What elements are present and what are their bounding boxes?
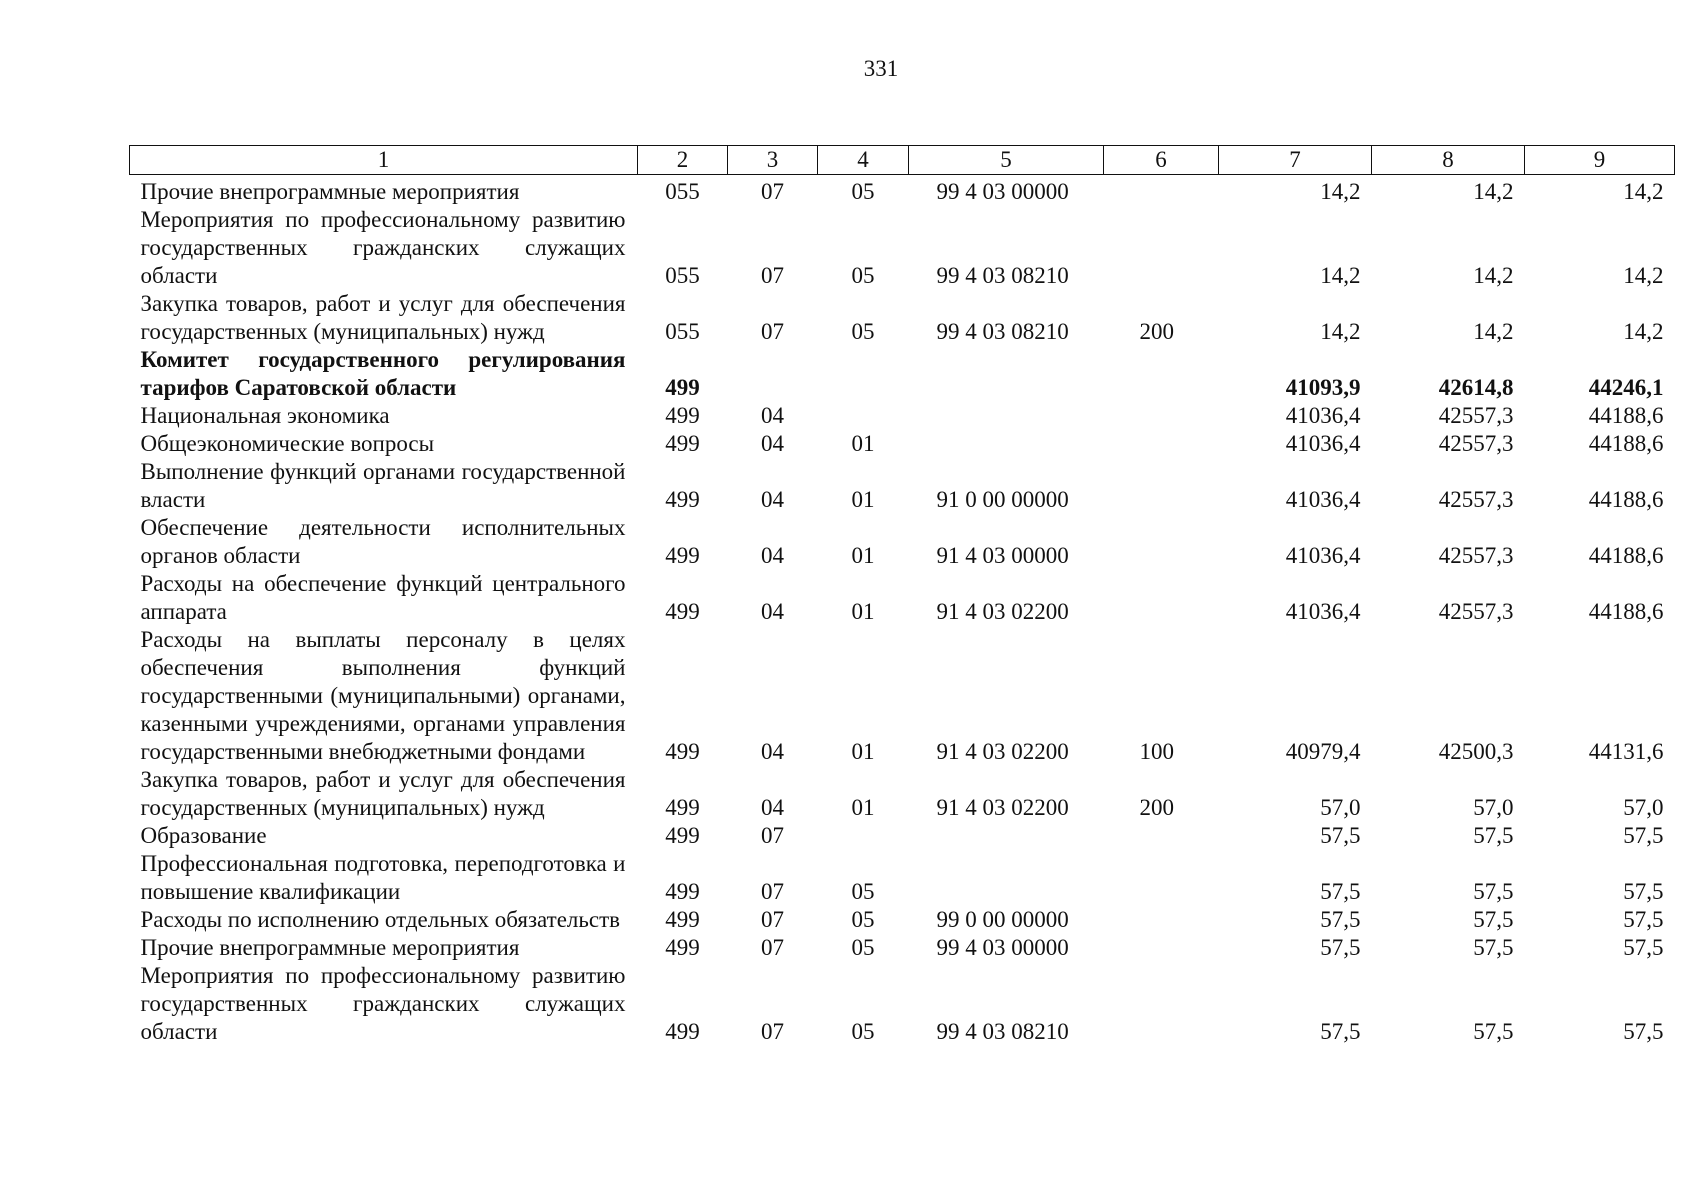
cell-amount-year-2: 42557,3 xyxy=(1438,403,1514,428)
cell-item-name: Общеэкономические вопросы xyxy=(140,431,435,456)
cell-item-name: Комитет государственного регулирования тарифов Саратовской области xyxy=(140,347,626,400)
cell-amount-year-1: 41036,4 xyxy=(1285,543,1361,568)
header-row xyxy=(130,146,1675,175)
column-header-5: 5 xyxy=(909,146,1104,175)
cell-target-article: 99 4 03 08210 xyxy=(936,263,1069,288)
cell-section-code: 07 xyxy=(761,935,784,960)
column-header-4: 4 xyxy=(818,146,909,175)
cell-target-article: 91 0 00 00000 xyxy=(936,487,1069,512)
cell-subsection-code xyxy=(818,822,909,850)
cell-item-name: Закупка товаров, работ и услуг для обеспечения государственных (муниципальных) нужд xyxy=(140,767,626,820)
cell-item-name: Национальная экономика xyxy=(140,403,390,428)
cell-section-code: 04 xyxy=(761,543,784,568)
cell-ministry-code: 499 xyxy=(665,739,700,764)
cell-amount-year-3: 57,5 xyxy=(1623,907,1664,932)
cell-amount-year-2: 42557,3 xyxy=(1438,599,1514,624)
table-row xyxy=(130,402,1675,430)
cell-target-article: 91 4 03 00000 xyxy=(936,543,1069,568)
cell-subsection-code xyxy=(818,402,909,430)
cell-expense-type xyxy=(1104,962,1219,1046)
column-header-1: 1 xyxy=(130,146,638,175)
cell-target-article: 99 4 03 08210 xyxy=(936,1019,1069,1044)
cell-item-name: Мероприятия по профессиональному развитию государственных гражданских служащих области xyxy=(140,963,626,1044)
cell-expense-type xyxy=(1104,906,1219,934)
table-row xyxy=(130,206,1675,290)
cell-ministry-code: 055 xyxy=(665,319,700,344)
cell-expense-type xyxy=(1104,934,1219,962)
cell-target-article xyxy=(909,822,1104,850)
cell-subsection-code: 05 xyxy=(851,907,875,932)
cell-subsection-code xyxy=(818,346,909,402)
cell-amount-year-1: 14,2 xyxy=(1320,179,1361,204)
cell-expense-type xyxy=(1104,570,1219,626)
table-row xyxy=(130,514,1675,570)
cell-expense-type xyxy=(1104,402,1219,430)
cell-subsection-code: 01 xyxy=(851,739,875,764)
cell-amount-year-3: 14,2 xyxy=(1623,263,1664,288)
cell-amount-year-2: 57,5 xyxy=(1473,935,1514,960)
table-row xyxy=(130,290,1675,346)
column-header-3: 3 xyxy=(728,146,818,175)
cell-item-name: Расходы на выплаты персоналу в целях обеспечения выполнения функций государственными (муниципальными) органами, казенными учреждениями, органами управления государственными внебюджетными фондами xyxy=(140,627,626,764)
cell-ministry-code: 499 xyxy=(665,907,700,932)
cell-amount-year-1: 41036,4 xyxy=(1285,403,1361,428)
cell-ministry-code: 055 xyxy=(665,179,700,204)
cell-section-code: 04 xyxy=(761,739,784,764)
cell-section-code: 07 xyxy=(761,1019,784,1044)
cell-subsection-code: 05 xyxy=(851,179,875,204)
cell-section-code: 04 xyxy=(761,599,784,624)
column-header-7: 7 xyxy=(1219,146,1372,175)
cell-amount-year-3: 57,0 xyxy=(1623,795,1664,820)
column-header-9: 9 xyxy=(1525,146,1675,175)
cell-section-code: 07 xyxy=(761,263,784,288)
cell-expense-type: 200 xyxy=(1139,319,1174,344)
cell-amount-year-3: 14,2 xyxy=(1623,319,1664,344)
cell-subsection-code: 01 xyxy=(851,795,875,820)
cell-ministry-code: 499 xyxy=(665,599,700,624)
cell-target-article: 91 4 03 02200 xyxy=(936,739,1069,764)
table-row xyxy=(130,850,1675,906)
cell-target-article: 91 4 03 02200 xyxy=(936,795,1069,820)
cell-amount-year-1: 57,5 xyxy=(1320,823,1361,848)
cell-ministry-code: 499 xyxy=(665,431,700,456)
cell-target-article xyxy=(909,430,1104,458)
cell-amount-year-3: 57,5 xyxy=(1623,935,1664,960)
cell-subsection-code: 01 xyxy=(851,543,875,568)
cell-amount-year-1: 57,5 xyxy=(1320,1019,1361,1044)
cell-item-name: Обеспечение деятельности исполнительных органов области xyxy=(140,515,626,568)
cell-section-code: 04 xyxy=(761,795,784,820)
cell-expense-type xyxy=(1104,458,1219,514)
cell-item-name: Закупка товаров, работ и услуг для обеспечения государственных (муниципальных) нужд xyxy=(140,291,626,344)
cell-item-name: Профессиональная подготовка, переподготовка и повышение квалификации xyxy=(140,851,626,904)
cell-amount-year-2: 57,0 xyxy=(1473,795,1514,820)
cell-subsection-code: 05 xyxy=(851,1019,875,1044)
cell-subsection-code: 05 xyxy=(851,935,875,960)
cell-ministry-code: 499 xyxy=(665,403,700,428)
cell-amount-year-1: 41093,9 xyxy=(1285,375,1361,400)
cell-ministry-code: 499 xyxy=(665,935,700,960)
cell-target-article xyxy=(909,346,1104,402)
cell-item-name: Расходы по исполнению отдельных обязательств xyxy=(140,907,620,932)
cell-item-name: Расходы на обеспечение функций центрального аппарата xyxy=(140,571,626,624)
cell-amount-year-3: 57,5 xyxy=(1623,823,1664,848)
cell-section-code: 04 xyxy=(761,487,784,512)
cell-amount-year-2: 14,2 xyxy=(1473,263,1514,288)
cell-amount-year-1: 57,5 xyxy=(1320,935,1361,960)
cell-ministry-code: 499 xyxy=(665,375,700,400)
column-header-8: 8 xyxy=(1372,146,1525,175)
cell-amount-year-2: 14,2 xyxy=(1473,179,1514,204)
cell-target-article: 99 4 03 00000 xyxy=(936,179,1069,204)
cell-ministry-code: 499 xyxy=(665,543,700,568)
cell-amount-year-3: 57,5 xyxy=(1623,1019,1664,1044)
cell-amount-year-2: 42557,3 xyxy=(1438,487,1514,512)
cell-amount-year-2: 14,2 xyxy=(1473,319,1514,344)
cell-subsection-code: 05 xyxy=(851,879,875,904)
cell-amount-year-1: 40979,4 xyxy=(1285,739,1361,764)
cell-ministry-code: 055 xyxy=(665,263,700,288)
cell-section-code: 07 xyxy=(761,179,784,204)
cell-amount-year-1: 41036,4 xyxy=(1285,431,1361,456)
column-header-2: 2 xyxy=(638,146,728,175)
cell-section-code: 07 xyxy=(761,823,784,848)
cell-target-article: 99 0 00 00000 xyxy=(936,907,1069,932)
cell-amount-year-2: 57,5 xyxy=(1473,823,1514,848)
cell-amount-year-3: 44188,6 xyxy=(1588,403,1664,428)
cell-target-article: 99 4 03 08210 xyxy=(936,319,1069,344)
cell-ministry-code: 499 xyxy=(665,795,700,820)
page-number: 331 xyxy=(863,56,899,81)
table-row xyxy=(130,626,1675,766)
table-row xyxy=(130,430,1675,458)
cell-subsection-code: 01 xyxy=(851,599,875,624)
table-row xyxy=(130,346,1675,402)
table-row xyxy=(130,934,1675,962)
cell-amount-year-2: 42557,3 xyxy=(1438,543,1514,568)
cell-amount-year-1: 57,5 xyxy=(1320,907,1361,932)
cell-section-code: 07 xyxy=(761,319,784,344)
cell-amount-year-1: 57,0 xyxy=(1320,795,1361,820)
table-row xyxy=(130,822,1675,850)
cell-expense-type xyxy=(1104,430,1219,458)
budget-table xyxy=(129,145,1675,1046)
cell-amount-year-2: 57,5 xyxy=(1473,907,1514,932)
cell-amount-year-2: 42614,8 xyxy=(1438,375,1514,400)
table-row xyxy=(130,906,1675,934)
cell-subsection-code: 01 xyxy=(851,431,875,456)
cell-target-article: 99 4 03 00000 xyxy=(936,935,1069,960)
cell-expense-type xyxy=(1104,514,1219,570)
cell-expense-type: 100 xyxy=(1139,739,1174,764)
cell-subsection-code: 05 xyxy=(851,263,875,288)
cell-item-name: Мероприятия по профессиональному развитию государственных гражданских служащих области xyxy=(140,207,626,288)
table-row xyxy=(130,458,1675,514)
cell-subsection-code: 01 xyxy=(851,487,875,512)
cell-amount-year-3: 44131,6 xyxy=(1588,739,1664,764)
cell-expense-type xyxy=(1104,206,1219,290)
table-row xyxy=(130,175,1675,207)
cell-expense-type xyxy=(1104,346,1219,402)
cell-section-code: 07 xyxy=(761,879,784,904)
cell-amount-year-3: 57,5 xyxy=(1623,879,1664,904)
table-row xyxy=(130,766,1675,822)
cell-section-code xyxy=(728,346,818,402)
cell-amount-year-3: 44246,1 xyxy=(1588,375,1664,400)
cell-ministry-code: 499 xyxy=(665,1019,700,1044)
cell-target-article xyxy=(909,402,1104,430)
cell-subsection-code: 05 xyxy=(851,319,875,344)
cell-amount-year-1: 57,5 xyxy=(1320,879,1361,904)
cell-ministry-code: 499 xyxy=(665,823,700,848)
cell-section-code: 04 xyxy=(761,431,784,456)
cell-expense-type xyxy=(1104,822,1219,850)
table-body xyxy=(130,175,1675,1047)
table-row xyxy=(130,962,1675,1046)
cell-item-name: Выполнение функций органами государственной власти xyxy=(140,459,626,512)
column-header-6: 6 xyxy=(1104,146,1219,175)
cell-expense-type xyxy=(1104,850,1219,906)
cell-ministry-code: 499 xyxy=(665,487,700,512)
cell-amount-year-2: 42557,3 xyxy=(1438,431,1514,456)
cell-section-code: 04 xyxy=(761,403,784,428)
cell-amount-year-3: 44188,6 xyxy=(1588,543,1664,568)
table-row xyxy=(130,570,1675,626)
cell-amount-year-1: 41036,4 xyxy=(1285,599,1361,624)
cell-amount-year-2: 57,5 xyxy=(1473,879,1514,904)
cell-amount-year-1: 41036,4 xyxy=(1285,487,1361,512)
cell-expense-type xyxy=(1104,175,1219,207)
cell-ministry-code: 499 xyxy=(665,879,700,904)
cell-item-name: Прочие внепрограммные мероприятия xyxy=(140,179,520,204)
cell-section-code: 07 xyxy=(761,907,784,932)
cell-amount-year-3: 44188,6 xyxy=(1588,599,1664,624)
cell-target-article xyxy=(909,850,1104,906)
cell-amount-year-2: 42500,3 xyxy=(1438,739,1514,764)
cell-expense-type: 200 xyxy=(1139,795,1174,820)
cell-item-name: Образование xyxy=(140,823,267,848)
cell-amount-year-3: 14,2 xyxy=(1623,179,1664,204)
cell-item-name: Прочие внепрограммные мероприятия xyxy=(140,935,520,960)
cell-target-article: 91 4 03 02200 xyxy=(936,599,1069,624)
cell-amount-year-3: 44188,6 xyxy=(1588,487,1664,512)
cell-amount-year-1: 14,2 xyxy=(1320,263,1361,288)
cell-amount-year-2: 57,5 xyxy=(1473,1019,1514,1044)
cell-amount-year-1: 14,2 xyxy=(1320,319,1361,344)
cell-amount-year-3: 44188,6 xyxy=(1588,431,1664,456)
